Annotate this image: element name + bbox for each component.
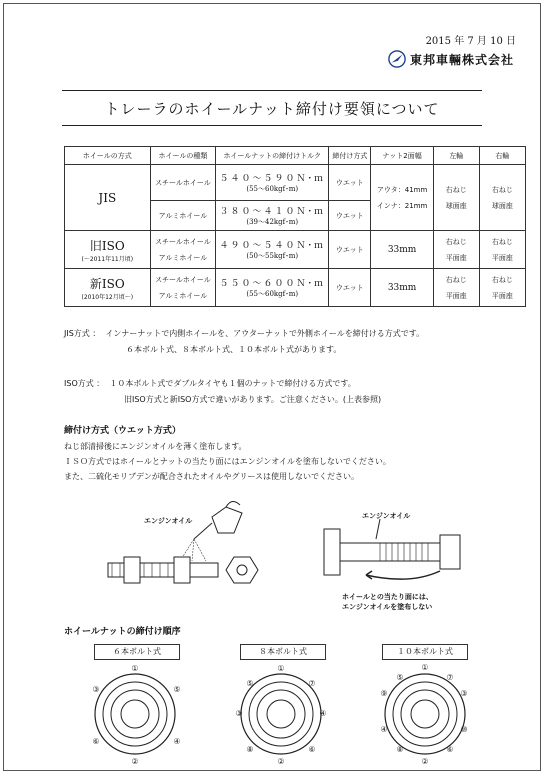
company-name bbox=[388, 50, 514, 68]
col-header: 右輪 bbox=[479, 147, 525, 165]
iso-desc-line1 bbox=[64, 376, 381, 392]
torque-value: ３８０～４１０Ｎ･ｍ bbox=[219, 207, 325, 217]
left-thread: 右ねじ bbox=[445, 237, 467, 246]
col-header: ホイールの種類 bbox=[150, 147, 216, 165]
iso-desc-line2: 旧ISO方式と新ISO方式で違いがあります。ご注意ください。(上表参照) bbox=[124, 395, 382, 404]
torque-cell bbox=[216, 231, 329, 269]
torque-value: ４９０～５４０Ｎ･ｍ bbox=[219, 241, 325, 251]
table-row bbox=[65, 165, 526, 201]
table-row bbox=[65, 269, 526, 307]
torque-cell bbox=[216, 165, 329, 201]
eight-bolt-label: ８本ボルト式 bbox=[240, 644, 326, 660]
method-cell: ウエット bbox=[329, 165, 371, 201]
jis-label: JIS方式 ： bbox=[64, 329, 101, 338]
six-bolt-wheel-diagram bbox=[80, 664, 190, 768]
left-thread: 右ねじ bbox=[445, 185, 467, 194]
svg-text:⑥: ⑥ bbox=[92, 737, 100, 746]
svg-text:②: ② bbox=[131, 757, 139, 766]
wheel-type: スチールホイール bbox=[155, 237, 211, 246]
method-line: ねじ部清掃後にエンジンオイルを薄く塗布します。 bbox=[64, 442, 247, 451]
new-iso-name: 新ISO bbox=[89, 276, 125, 291]
jis-desc-line1 bbox=[64, 326, 424, 342]
jis-name: JIS bbox=[65, 165, 151, 231]
method-cell: ウエット bbox=[329, 201, 371, 231]
ten-bolt-label: １０本ボルト式 bbox=[382, 644, 468, 660]
left-thread: 右ねじ bbox=[445, 275, 467, 284]
torque-sub: (50～55kgf･m) bbox=[246, 252, 299, 260]
ten-bolt-wheel-diagram bbox=[370, 662, 480, 768]
svg-text:⑧: ⑧ bbox=[246, 745, 254, 754]
right-thread: 右ねじ bbox=[491, 237, 513, 246]
torque-value: ５５０～６００Ｎ･ｍ bbox=[219, 279, 325, 289]
right-seat: 平面座 bbox=[491, 291, 513, 300]
jis-desc-line2: ６本ボルト式、８本ボルト式、１０本ボルト式があります。 bbox=[126, 345, 342, 354]
svg-text:⑤: ⑤ bbox=[246, 679, 254, 688]
svg-text:⑦: ⑦ bbox=[446, 673, 454, 682]
svg-text:③: ③ bbox=[92, 685, 100, 694]
left-seat: 平面座 bbox=[445, 253, 467, 262]
document-page bbox=[3, 3, 541, 771]
company-name-text: 東邦車輛株式会社 bbox=[409, 52, 514, 67]
method-line: ＩＳＯ方式ではホイールとナットの当たり面にはエンジンオイルを塗布しないでください。 bbox=[64, 457, 391, 466]
jis-desc-text: インナーナットで内側ホイールを、アウターナットで外側ホイールを締付ける方式です。 bbox=[105, 329, 425, 338]
right-cell bbox=[479, 231, 525, 269]
iso-label: ISO方式 ： bbox=[64, 379, 105, 388]
svg-text:⑦: ⑦ bbox=[308, 679, 316, 688]
method-heading: 締付け方式（ウエット方式） bbox=[64, 426, 181, 436]
svg-text:②: ② bbox=[277, 757, 285, 766]
svg-text:③: ③ bbox=[235, 709, 243, 718]
title-box bbox=[62, 90, 482, 126]
svg-text:④: ④ bbox=[319, 709, 327, 718]
torque-sub: (55～60kgf･m) bbox=[246, 290, 299, 298]
wheel-type: アルミホイール bbox=[158, 253, 208, 262]
svg-text:⑩: ⑩ bbox=[460, 725, 468, 734]
page-title: トレーラのホイールナット締付け要領について bbox=[104, 99, 440, 118]
order-heading: ホイールナットの締付け順序 bbox=[64, 627, 181, 637]
col-header: ナット2面幅 bbox=[371, 147, 433, 165]
jis-description bbox=[64, 326, 424, 358]
right-cell bbox=[479, 269, 525, 307]
document-date: 2015 年 7 月 10 日 bbox=[425, 36, 516, 47]
svg-text:②: ② bbox=[421, 757, 429, 766]
wheel-type-cell bbox=[150, 231, 216, 269]
nut-cell: 33mm bbox=[371, 231, 433, 269]
new-iso-note: (2010年12月頃～) bbox=[81, 293, 134, 301]
method-line: また、二硫化モリブデンが配合されたオイルやグリースは使用しないでください。 bbox=[64, 472, 360, 481]
svg-text:⑥: ⑥ bbox=[446, 745, 454, 754]
old-iso-note: (～2011年11月頃) bbox=[81, 255, 134, 263]
svg-text:⑤: ⑤ bbox=[396, 673, 404, 682]
torque-cell bbox=[216, 269, 329, 307]
old-iso-name: 旧ISO bbox=[89, 238, 125, 253]
svg-text:①: ① bbox=[421, 663, 429, 672]
torque-cell bbox=[216, 201, 329, 231]
left-seat: 平面座 bbox=[445, 291, 467, 300]
left-cell bbox=[433, 269, 479, 307]
torque-value: ５４０～５９０Ｎ･ｍ bbox=[219, 174, 325, 184]
left-seat: 球面座 bbox=[445, 201, 467, 210]
svg-text:④: ④ bbox=[173, 737, 181, 746]
company-logo-icon bbox=[388, 50, 406, 68]
wheel-type: スチールホイール bbox=[155, 275, 211, 284]
wheel-type: アルミホイール bbox=[150, 201, 216, 231]
oil-label-1: エンジンオイル bbox=[144, 517, 193, 525]
new-iso-cell bbox=[65, 269, 151, 307]
six-bolt-label: ６本ボルト式 bbox=[94, 644, 180, 660]
svg-text:⑨: ⑨ bbox=[380, 689, 388, 698]
method-cell: ウエット bbox=[329, 269, 371, 307]
method-section bbox=[64, 424, 391, 484]
nut-outer: アウタ：41mm bbox=[376, 185, 428, 194]
svg-text:⑧: ⑧ bbox=[396, 745, 404, 754]
col-header: 左輪 bbox=[433, 147, 479, 165]
right-seat: 球面座 bbox=[491, 201, 513, 210]
left-cell bbox=[433, 165, 479, 231]
right-thread: 右ねじ bbox=[491, 275, 513, 284]
nut-cell bbox=[371, 165, 433, 231]
right-seat: 平面座 bbox=[491, 253, 513, 262]
wheel-type: アルミホイール bbox=[158, 291, 208, 300]
nut-inner: インナ：21mm bbox=[376, 201, 428, 210]
svg-text:③: ③ bbox=[460, 689, 468, 698]
spec-table bbox=[64, 146, 526, 307]
col-header: 締付け方式 bbox=[329, 147, 371, 165]
torque-sub: (39～42kgf･m) bbox=[246, 218, 299, 226]
wheel-type: スチールホイール bbox=[150, 165, 216, 201]
table-row bbox=[65, 231, 526, 269]
svg-text:⑥: ⑥ bbox=[308, 745, 316, 754]
iso-oil-figure bbox=[320, 509, 490, 589]
svg-text:⑤: ⑤ bbox=[173, 685, 181, 694]
torque-sub: (55～60kgf･m) bbox=[246, 185, 299, 193]
iso-description bbox=[64, 376, 381, 408]
col-header: ホイールの方式 bbox=[65, 147, 151, 165]
wet-note-1: ホイールとの当たり面には、 bbox=[342, 593, 433, 601]
svg-text:①: ① bbox=[277, 664, 285, 673]
nut-cell: 33mm bbox=[371, 269, 433, 307]
col-header: ホイールナットの締付けトルク bbox=[216, 147, 329, 165]
svg-text:④: ④ bbox=[380, 725, 388, 734]
eight-bolt-wheel-diagram bbox=[226, 664, 336, 768]
table-header-row bbox=[65, 147, 526, 165]
oil-label-2: エンジンオイル bbox=[362, 512, 411, 520]
right-thread: 右ねじ bbox=[491, 185, 513, 194]
svg-text:①: ① bbox=[131, 664, 139, 673]
wet-note-2: エンジンオイルを塗布しない bbox=[342, 603, 433, 611]
old-iso-cell bbox=[65, 231, 151, 269]
iso-desc-text: １０本ボルト式でダブルタイヤも１個のナットで締付ける方式です。 bbox=[109, 379, 356, 388]
left-cell bbox=[433, 231, 479, 269]
method-cell: ウエット bbox=[329, 231, 371, 269]
wheel-type-cell bbox=[150, 269, 216, 307]
right-cell bbox=[479, 165, 525, 231]
